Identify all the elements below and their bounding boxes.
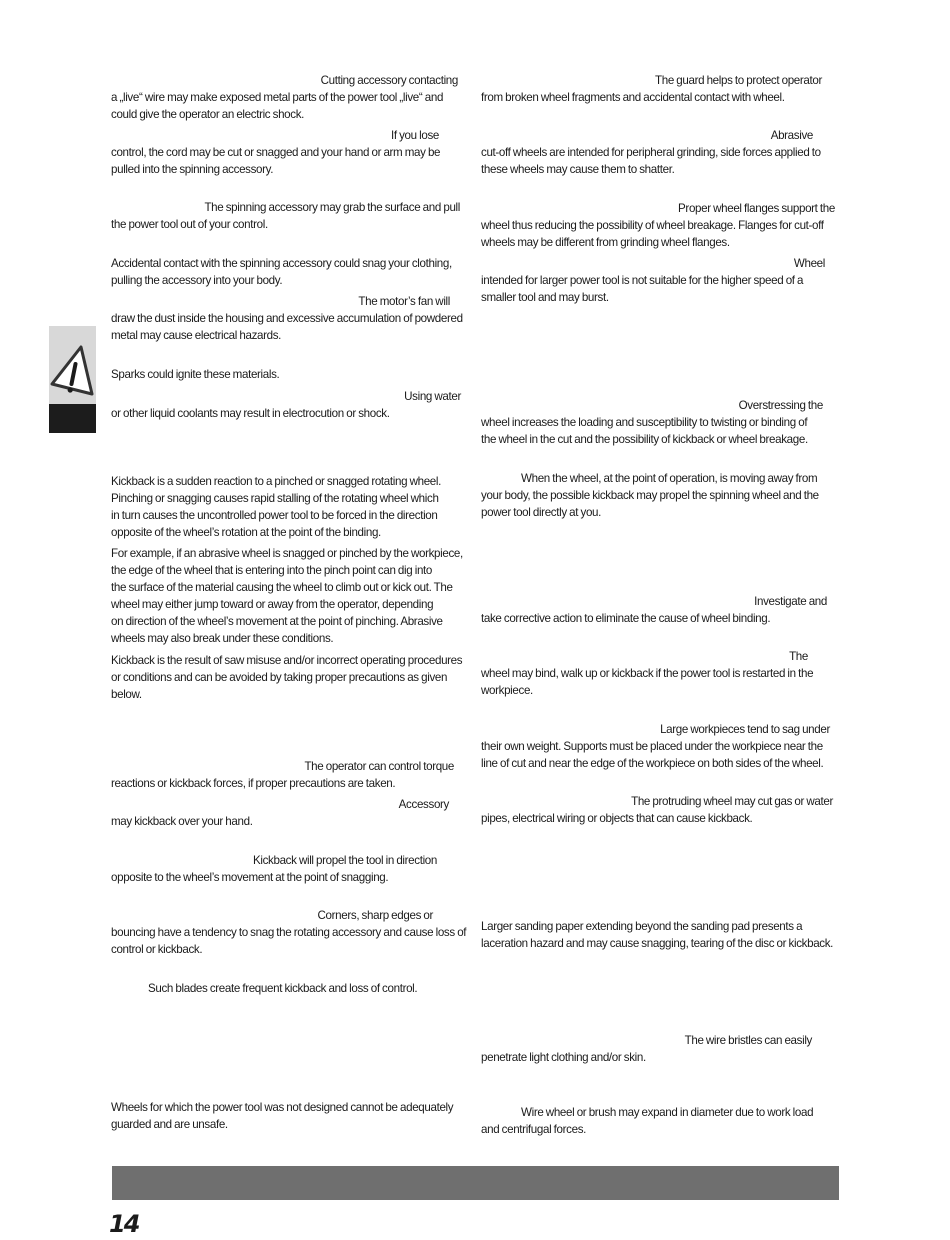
paragraph [481, 397, 841, 448]
text-line: Sparks could ignite these materials. [111, 368, 280, 381]
text-line: a „live“ wire may make exposed metal parts of the power tool „live“ and [111, 91, 444, 104]
text-line: on direction of the wheel’s movement at the point of pinching. Abrasive [111, 615, 443, 628]
text-line: opposite to the wheel’s movement at the point of snagging. [111, 871, 389, 884]
paragraph [111, 255, 469, 289]
text-line: The protruding wheel may cut gas or water [631, 795, 833, 808]
paragraph [481, 470, 841, 521]
text-line: Wheels for which the power tool was not designed cannot be adequately [111, 1101, 454, 1114]
text-line: wheels may be different from grinding wheel flanges. [481, 236, 730, 249]
paragraph [481, 1032, 841, 1066]
text-line: the surface of the material causing the wheel to climb out or kick out. The [111, 581, 453, 594]
text-line: wheel thus reducing the possibility of wheel breakage. Flanges for cut-off [481, 219, 824, 232]
paragraph [481, 593, 841, 627]
text-line: or other liquid coolants may result in electrocution or shock. [111, 407, 390, 420]
text-line: pulled into the spinning accessory. [111, 163, 274, 176]
text-line: wheel increases the loading and susceptibility to twisting or binding of [481, 416, 808, 429]
text-line: guarded and are unsafe. [111, 1118, 228, 1131]
paragraph [111, 796, 469, 830]
text-line: smaller tool and may burst. [481, 291, 609, 304]
paragraph [111, 907, 469, 958]
text-line: Accessory [398, 798, 449, 811]
footer-bar [112, 1166, 839, 1200]
text-line: intended for larger power tool is not suitable for the higher speed of a [481, 274, 804, 287]
paragraph [111, 388, 469, 422]
text-line: take corrective action to eliminate the cause of wheel binding. [481, 612, 771, 625]
paragraph [111, 758, 469, 792]
text-line: Such blades create frequent kickback and loss of control. [148, 982, 418, 995]
text-line: line of cut and near the edge of the workpiece on both sides of the wheel. [481, 757, 824, 770]
text-line: Investigate and [754, 595, 827, 608]
text-line: Larger sanding paper extending beyond the sanding pad presents a [481, 920, 803, 933]
text-line: If you lose [391, 129, 439, 142]
text-line: pulling the accessory into your body. [111, 274, 283, 287]
paragraph [481, 721, 841, 772]
text-line: these wheels may cause them to shatter. [481, 163, 675, 176]
paragraph [111, 199, 469, 233]
paragraph [481, 72, 841, 106]
text-line: The motor’s fan will [358, 295, 450, 308]
page-number: 14 [109, 1210, 139, 1238]
paragraph [111, 545, 469, 647]
paragraph [111, 473, 469, 541]
text-line: draw the dust inside the housing and excessive accumulation of powdered [111, 312, 463, 325]
text-line: Overstressing the [738, 399, 823, 412]
text-line: When the wheel, at the point of operation, is moving away from [521, 472, 818, 485]
text-line: in turn causes the uncontrolled power tool to be forced in the direction [111, 509, 438, 522]
text-line: reactions or kickback forces, if proper precautions are taken. [111, 777, 396, 790]
text-line: below. [111, 688, 142, 701]
text-line: the power tool out of your control. [111, 218, 268, 231]
text-line: and centrifugal forces. [481, 1123, 587, 1136]
paragraph [111, 1099, 469, 1133]
text-line: bouncing have a tendency to snag the rotating accessory and cause loss of [111, 926, 467, 939]
paragraph [481, 200, 841, 251]
text-line: Using water [404, 390, 461, 403]
text-line: from broken wheel fragments and accidental contact with wheel. [481, 91, 785, 104]
paragraph [111, 852, 469, 886]
text-line: or conditions and can be avoided by taking proper precautions as given [111, 671, 448, 684]
text-line: metal may cause electrical hazards. [111, 329, 282, 342]
text-line: Proper wheel flanges support the [678, 202, 835, 215]
text-line: control or kickback. [111, 943, 203, 956]
text-line: penetrate light clothing and/or skin. [481, 1051, 646, 1064]
paragraph [481, 918, 841, 952]
text-line: could give the operator an electric shock. [111, 108, 305, 121]
text-line: cut-off wheels are intended for peripheral grinding, side forces applied to [481, 146, 821, 159]
warning-triangle-icon [49, 326, 96, 404]
text-line: Kickback will propel the tool in direction [252, 854, 437, 867]
paragraph [111, 980, 469, 997]
text-line: wheel may either jump toward or away from the operator, depending [111, 598, 434, 611]
text-line: Pinching or snagging causes rapid stalling of the rotating wheel which [111, 492, 439, 505]
text-line: Corners, sharp edges or [317, 909, 433, 922]
text-line: The wire bristles can easily [684, 1034, 812, 1047]
text-line: The operator can control torque [304, 760, 454, 773]
text-line: opposite of the wheel’s rotation at the point of the binding. [111, 526, 381, 539]
text-line: Large workpieces tend to sag under [660, 723, 830, 736]
text-line: Wire wheel or brush may expand in diameter due to work load [521, 1106, 814, 1119]
text-line: The spinning accessory may grab the surface and pull [204, 201, 460, 214]
paragraph [111, 127, 469, 178]
text-line: wheel may bind, walk up or kickback if the power tool is restarted in the [481, 667, 814, 680]
paragraph [481, 255, 841, 306]
text-line: For example, if an abrasive wheel is snagged or pinched by the workpiece, [111, 547, 463, 560]
paragraph [111, 293, 469, 344]
warning-side-tab [49, 326, 96, 433]
text-line: their own weight. Supports must be placed under the workpiece near the [481, 740, 823, 753]
text-line: Kickback is a sudden reaction to a pinched or snagged rotating wheel. [111, 475, 441, 488]
text-line: Kickback is the result of saw misuse and/or incorrect operating procedures [111, 654, 463, 667]
paragraph [481, 127, 841, 178]
text-line: wheels may also break under these conditions. [111, 632, 334, 645]
paragraph [111, 366, 469, 383]
text-line: The [789, 650, 808, 663]
text-line: pipes, electrical wiring or objects that can cause kickback. [481, 812, 753, 825]
text-line: The guard helps to protect operator [655, 74, 822, 87]
text-line: your body, the possible kickback may propel the spinning wheel and the [481, 489, 819, 502]
text-line: Cutting accessory contacting [320, 74, 458, 87]
text-line: Accidental contact with the spinning accessory could snag your clothing, [111, 257, 452, 270]
text-line: laceration hazard and may cause snagging, tearing of the disc or kickback. [481, 937, 834, 950]
text-line: power tool directly at you. [481, 506, 602, 519]
text-line: the wheel in the cut and the possibility of kickback or wheel breakage. [481, 433, 808, 446]
paragraph [111, 72, 469, 123]
paragraph [111, 652, 469, 703]
text-line: Abrasive [770, 129, 813, 142]
text-line: control, the cord may be cut or snagged and your hand or arm may be [111, 146, 441, 159]
text-line: the edge of the wheel that is entering into the pinch point can dig into [111, 564, 433, 577]
text-line: workpiece. [481, 684, 533, 697]
text-line: Wheel [793, 257, 825, 270]
paragraph [481, 793, 841, 827]
text-line: may kickback over your hand. [111, 815, 253, 828]
paragraph [481, 648, 841, 699]
paragraph [481, 1104, 841, 1138]
